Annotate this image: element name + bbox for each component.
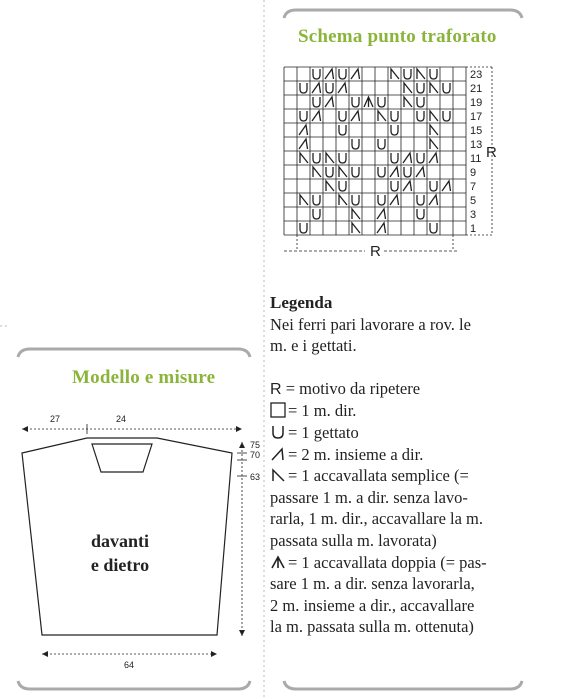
dim-top-mid: 24: [116, 414, 127, 424]
yarn-over-icon: [313, 195, 320, 205]
yarn-over-icon: [313, 97, 320, 107]
yarn-over-icon: [417, 209, 424, 219]
row-number: 15: [470, 125, 483, 137]
k2tog-icon: [377, 223, 386, 233]
legend-intro-1: Nei ferri pari lavorare a rov. le: [270, 314, 471, 334]
yarn-over-icon: [404, 167, 411, 177]
yarn-over-icon: [326, 83, 333, 93]
k2tog-icon: [429, 153, 438, 163]
skp-icon: [326, 153, 334, 163]
row-number: 7: [470, 181, 477, 193]
skp-icon: [326, 181, 334, 191]
skp-icon: [391, 69, 399, 79]
legend-item-repeat: R = motivo da ripetere: [270, 378, 421, 398]
yarn-over-icon: [430, 223, 437, 233]
yarn-over-icon: [313, 209, 320, 219]
yarn-over-icon: [300, 111, 307, 121]
k2tog-icon: [312, 83, 321, 93]
row-number: 19: [470, 97, 483, 109]
repeat-label-bottom: R: [370, 243, 381, 260]
yarn-over-icon: [378, 139, 385, 149]
legend-item-knit: = 1 m. dir.: [270, 400, 570, 422]
row-number: 21: [470, 83, 483, 95]
k2tog-icon: [351, 69, 360, 79]
yarn-over-icon: [378, 167, 385, 177]
yarn-over-icon: [313, 153, 320, 163]
row-number: 3: [470, 209, 477, 221]
skp-icon: [339, 195, 347, 205]
k2tog-icon: [390, 167, 399, 177]
k2tog-icon: [325, 97, 334, 107]
yarn-over-icon: [313, 69, 320, 79]
k2tog-icon: [325, 69, 334, 79]
dim-right-3: 63: [250, 472, 261, 482]
yarn-over-icon: [443, 111, 450, 121]
row-number: 9: [470, 167, 477, 179]
row-number: 1: [470, 223, 477, 235]
legend-item-yarnover: = 1 gettato: [270, 422, 570, 444]
row-number: 17: [470, 111, 483, 123]
yarn-over-icon: [339, 125, 346, 135]
yarn-over-icon: [300, 83, 307, 93]
k2tog-icon: [403, 153, 412, 163]
piece-label: davanti e dietro: [90, 531, 150, 575]
yarn-over-icon: [270, 424, 286, 440]
k2tog-icon: [390, 195, 399, 205]
yarn-over-icon: [417, 153, 424, 163]
k2tog-icon: [312, 111, 321, 121]
yarn-over-icon: [339, 153, 346, 163]
row-number: 23: [470, 69, 483, 81]
yarn-over-icon: [417, 83, 424, 93]
yarn-over-icon: [352, 97, 359, 107]
yarn-over-icon: [339, 69, 346, 79]
knit-square-icon: [270, 402, 286, 418]
legend-heading: Legenda: [270, 293, 333, 312]
chart-title: Schema punto traforato: [298, 26, 497, 47]
skp-icon: [404, 83, 412, 93]
skp-icon: [352, 223, 360, 233]
legend: Legenda Nei ferri pari lavorare a rov. le m. e i gettati. R = motivo da ripetere = 1 m. dir. = 1 gettato = 2 m. insieme a dir. = 1 accavallata semplice (= passare 1 m. a dir. senza lavo- rarla, 1 m. dir., accavallare la m. passata sulla m. lavorata) = 1 accavallata doppia (= pas- sare 1 m. a dir. senza lavorarla, 2 m. insieme a dir., accavallare la m. passata sulla m. ottenuta): [270, 292, 570, 638]
skp-icon: [430, 125, 438, 135]
yarn-over-icon: [391, 181, 398, 191]
skp-icon: [417, 69, 425, 79]
skp-icon: [300, 153, 308, 163]
yarn-over-icon: [417, 97, 424, 107]
schematic-title: Modello e misure: [72, 367, 216, 388]
yarn-over-icon: [430, 69, 437, 79]
dim-bottom: 64: [124, 660, 135, 670]
skp-icon: [378, 111, 386, 121]
stitch-chart: [280, 60, 520, 275]
dim-top-left: 27: [50, 414, 61, 424]
skp-icon: [430, 139, 438, 149]
row-number: 5: [470, 195, 477, 207]
skp-icon: [430, 83, 438, 93]
yarn-over-icon: [417, 111, 424, 121]
yarn-over-icon: [391, 125, 398, 135]
yarn-over-icon: [391, 111, 398, 121]
k2tog-icon: [429, 195, 438, 205]
repeat-symbol: R: [270, 380, 282, 398]
legend-item-skp: = 1 accavallata semplice (=: [270, 465, 570, 487]
skp-icon: [352, 209, 360, 219]
row-number: 11: [470, 153, 482, 165]
yarn-over-icon: [339, 181, 346, 191]
row-number: 13: [470, 139, 483, 151]
yarn-over-icon: [378, 97, 385, 107]
yarn-over-icon: [391, 153, 398, 163]
yarn-over-icon: [339, 111, 346, 121]
yarn-over-icon: [352, 167, 359, 177]
legend-intro-2: m. e i gettati.: [270, 336, 357, 356]
sk2p-icon: [270, 554, 286, 570]
k2tog-icon: [270, 446, 286, 462]
repeat-label-right: R: [486, 144, 497, 161]
skp-icon: [430, 111, 438, 121]
yarn-over-icon: [352, 139, 359, 149]
yarn-over-icon: [300, 223, 307, 233]
yarn-over-icon: [326, 167, 333, 177]
k2tog-icon: [351, 111, 360, 121]
k2tog-icon: [299, 139, 308, 149]
sk2p-icon: [364, 97, 373, 107]
skp-icon: [300, 195, 308, 205]
legend-item-sk2p: = 1 accavallata doppia (= pas-: [270, 552, 570, 574]
yarn-over-icon: [352, 195, 359, 205]
k2tog-icon: [338, 83, 347, 93]
k2tog-icon: [403, 181, 412, 191]
skp-icon: [313, 167, 321, 177]
skp-icon: [339, 167, 347, 177]
skp-icon: [404, 97, 412, 107]
k2tog-icon: [442, 181, 451, 191]
k2tog-icon: [299, 125, 308, 135]
yarn-over-icon: [378, 195, 385, 205]
k2tog-icon: [377, 209, 386, 219]
yarn-over-icon: [430, 181, 437, 191]
dim-right-2: 70: [250, 450, 261, 460]
yarn-over-icon: [417, 195, 424, 205]
yarn-over-icon: [443, 83, 450, 93]
k2tog-icon: [416, 167, 425, 177]
legend-item-k2tog: = 2 m. insieme a dir.: [270, 444, 570, 466]
skp-icon: [270, 467, 286, 483]
dim-right-1: 75: [250, 440, 261, 450]
yarn-over-icon: [404, 69, 411, 79]
